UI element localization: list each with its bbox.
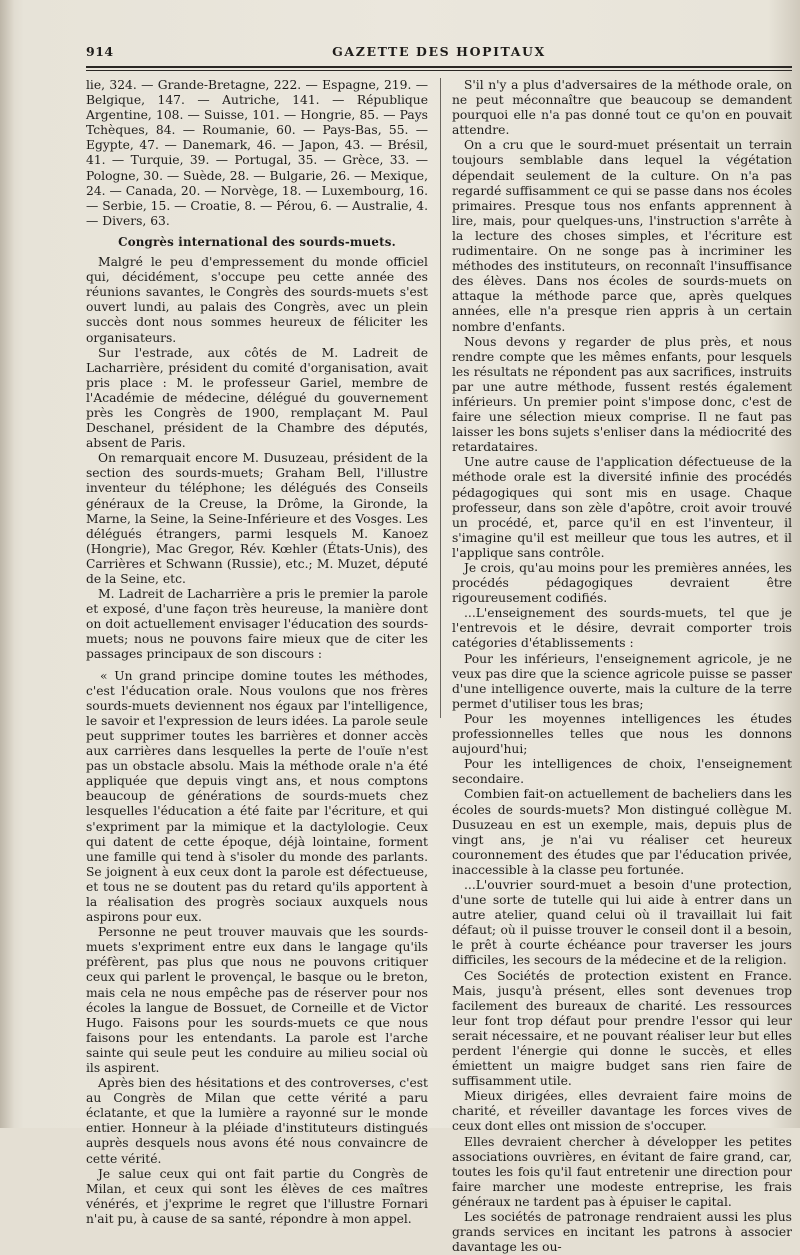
quote-paragraph: S'il n'y a plus d'adversaires de la méthode orale, on ne peut méconnaître que beaucoup se demandent pourquoi elle n'a pas donné tout ce qu'on en pouvait attendre. [452,78,792,138]
quote-paragraph: Je crois, qu'au moins pour les premières années, les procédés pédagogiques devraient être rigoureusement codifiés. [452,561,792,606]
quote-paragraph: Après bien des hésitations et des controverses, c'est au Congrès de Milan que cette vérité a paru éclatante, et que la lumière a rayonné sur le monde entier. Honneur à la pléiade d'instituteurs distingués auprès desquels nous avons été nous convaincre de cette vérité. [86,1076,428,1166]
quote-paragraph: On a cru que le sourd-muet présentait un terrain toujours semblable dans lequel la végétation dépendait seulement de la culture. On n'a pas regardé suffisamment ce qui se passe dans nos écoles primaires. Presque tous nos enfants apprennent à lire, mais, pour quelques-uns, l'instruction s'arrête à la lecture des choses simples, et l'écriture est rudimentaire. On ne songe pas à incriminer les méthodes des instituteurs, on reconnaît l'insuffisance des élèves. Dans nos écoles de sourds-muets on attaque la méthode parce que, après quelques années, elle n'a presque rien appris à un certain nombre d'enfants. [452,138,792,334]
right-column [452,78,792,1255]
quote-paragraph: « Un grand principe domine toutes les méthodes, c'est l'éducation orale. Nous voulons que nos frères sourds-muets deviennent nos égaux par l'intelligence, le savoir et l'expression de leurs idées. La parole seule peut supprimer toutes les barrières et donner accès aux carrières dans lesquelles la perte de l'ouïe n'est pas un obstacle absolu. Mais la méthode orale n'a été appliquée que depuis vingt ans, et nous comptons beaucoup de générations de sourds-muets chez lesquelles l'éducation a été faite par l'écriture, et qui s'expriment par la mimique et la dactylologie. Ceux qui datent de cette époque, déjà lointaine, forment une famille qui tend à s'isoler du monde des parlants. Se joignent à eux ceux dont la parole est défectueuse, et tous ne se doutent pas du retard qu'ils apportent à la réalisation des progrès sociaux auxquels nous aspirons pour eux. [86,668,428,925]
quote-paragraph: Nous devons y regarder de plus près, et nous rendre compte que les mêmes enfants, pour lesquels les résultats ne répondent pas aux sacrifices, instruits par une autre méthode, fussent restés également inférieurs. Un premier point s'impose donc, c'est de faire une sélection mieux comprise. Il ne faut pas laisser les bons sujets s'enliser dans la médiocrité des retardataires. [452,334,792,455]
quote-paragraph: Pour les moyennes intelligences les études professionnelles telles que nous les donnons aujourd'hui; [452,711,792,757]
column-divider [440,78,441,718]
quote-paragraph: Pour les inférieurs, l'enseignement agricole, je ne veux pas dire que la science agricole puisse se passer d'une intelligence ouverte, mais la culture de la terre permet d'utiliser tous les bras; [452,651,792,711]
quote-paragraph: ...L'enseignement des sourds-muets, tel que je l'entrevois et le désire, devrait comporter trois catégories d'établissements : [452,606,792,651]
journal-title: GAZETTE DES HOPITAUX [332,44,546,59]
quote-paragraph: Elles devraient chercher à développer les petites associations ouvrières, en évitant de faire grand, car, toutes les fois qu'il faut entretenir une direction pour faire marcher une modeste entreprise, les frais généraux ne tardent pas à épuiser le capital. [452,1134,792,1209]
quote-paragraph: Personne ne peut trouver mauvais que les sourds-muets s'expriment entre eux dans le langage qu'ils préfèrent, pas plus que nous ne pouvons critiquer ceux qui parlent le provençal, le basque ou le breton, mais cela ne nous empêche pas de réserver pour nos écoles la langue de Bossuet, de Corneille et de Victor Hugo. Faisons pour les sourds-muets ce que nous faisons pour les entendants. La parole est l'arche sainte qui seule peut les conduire au milieu social où ils aspirent. [86,925,428,1075]
article-paragraph: Sur l'estrade, aux côtés de M. Ladreit de Lacharrière, président du comité d'organisation, avait pris place : M. le professeur Gariel, membre de l'Académie de médecine, délégué du gouvernement près les Congrès de 1900, remplaçant M. Paul Deschanel, président de la Chambre des députés, absent de Paris. [86,345,428,451]
quote-paragraph: ...L'ouvrier sourd-muet a besoin d'une protection, d'une sorte de tutelle qui lui aide à entrer dans un autre atelier, quand celui où il travaillait lui fait défaut; où il puisse trouver le conseil dont il a besoin, le prêt à courte échéance pour traverser les jours difficiles, les secours de la médecine et de la religion. [452,877,792,968]
quote-paragraph: Je salue ceux qui ont fait partie du Congrès de Milan, et ceux qui sont les élèves de ces maîtres vénérés, et j'exprime le regret que l'illustre Fornari n'ait pu, à cause de sa santé, répondre à mon appel. [86,1166,428,1226]
article-paragraph: On remarquait encore M. Dusuzeau, président de la section des sourds-muets; Graham Bell, l'illustre inventeur du téléphone; les délégués des Conseils généraux de la Creuse, la Drôme, la Gironde, la Marne, la Seine, la Seine-Inférieure et des Vosges. Les délégués étrangers, parmi lesquels M. Kanoez (Hongrie), Mac Gregor, Rév. Kœhler (États-Unis), des Carrières et Schwann (Russie), etc.; M. Muzet, député de la Seine, etc. [86,451,428,586]
section-title: Congrès international des sourds-muets. [118,234,396,249]
quote-paragraph: Une autre cause de l'application défectueuse de la méthode orale est la diversité infinie des procédés pédagogiques qui sont mis en usage. Chaque professeur, dans son zèle d'apôtre, croit avoir trouvé un procédé, et, parce qu'il en est l'inventeur, il s'imagine qu'il est meilleur que tous les autres, et il l'applique sans contrôle. [452,455,792,560]
header-rule-thick [86,66,792,68]
header-rule-thin [86,70,792,71]
page-number: 914 [86,44,114,59]
left-column [86,78,428,1227]
article-paragraph: M. Ladreit de Lacharrière a pris le premier la parole et exposé, d'une façon très heureuse, la manière dont on doit actuellement envisager l'éducation des sourds-muets; nous ne pouvons faire mieux que de citer les passages principaux de son discours : [86,587,428,662]
quote-paragraph: Mieux dirigées, elles devraient faire moins de charité, et réveiller davantage les forces vives de ceux dont elles ont mission de s'occuper. [452,1089,792,1134]
quote-paragraph: Pour les intelligences de choix, l'enseignement secondaire. [452,757,792,787]
country-stats-paragraph: lie, 324. — Grande-Bretagne, 222. — Espagne, 219. — Belgique, 147. — Autriche, 141. — République Argentine, 108. — Suisse, 101. — Hongrie, 85. — Pays Tchèques, 84. — Roumanie, 60. — Pays-Bas, 55. — Egypte, 47. — Danemark, 46. — Japon, 43. — Brésil, 41. — Turquie, 39. — Portugal, 35. — Grèce, 33. — Pologne, 30. — Suède, 28. — Bulgarie, 26. — Mexique, 24. — Canada, 20. — Norvège, 18. — Luxembourg, 16. — Serbie, 15. — Croatie, 8. — Pérou, 6. — Australie, 4. — Divers, 63. [86,78,429,228]
page-spine-shadow [0,0,14,1128]
article-paragraph: Malgré le peu d'empressement du monde officiel qui, décidément, s'occupe peu cette année des réunions savantes, le Congrès des sourds-muets s'est ouvert lundi, au palais des Congrès, avec un plein succès dont nous sommes heureux de féliciter les organisateurs. [86,255,428,345]
quote-paragraph: Les sociétés de patronage rendraient aussi les plus grands services en incitant les patrons à associer davantage les ou- [452,1210,792,1255]
page-header [86,40,792,66]
quote-paragraph: Combien fait-on actuellement de bacheliers dans les écoles de sourds-muets? Mon distingué collègue M. Dusuzeau en est un exemple, mais, depuis plus de vingt ans, je n'ai vu réaliser cet heureux couronnement des études que par l'éducation privée, inaccessible à la classe peu fortunée. [452,787,792,877]
quote-paragraph: Ces Sociétés de protection existent en France. Mais, jusqu'à présent, elles sont devenues trop facilement des bureaux de charité. Les ressources leur font trop défaut pour prendre l'essor qui leur serait nécessaire, et ne pouvant réaliser leur but elles perdent l'énergie qui donne le succès, et elles émiettent un maigre budget sans rien faire de suffisamment utile. [452,968,792,1089]
